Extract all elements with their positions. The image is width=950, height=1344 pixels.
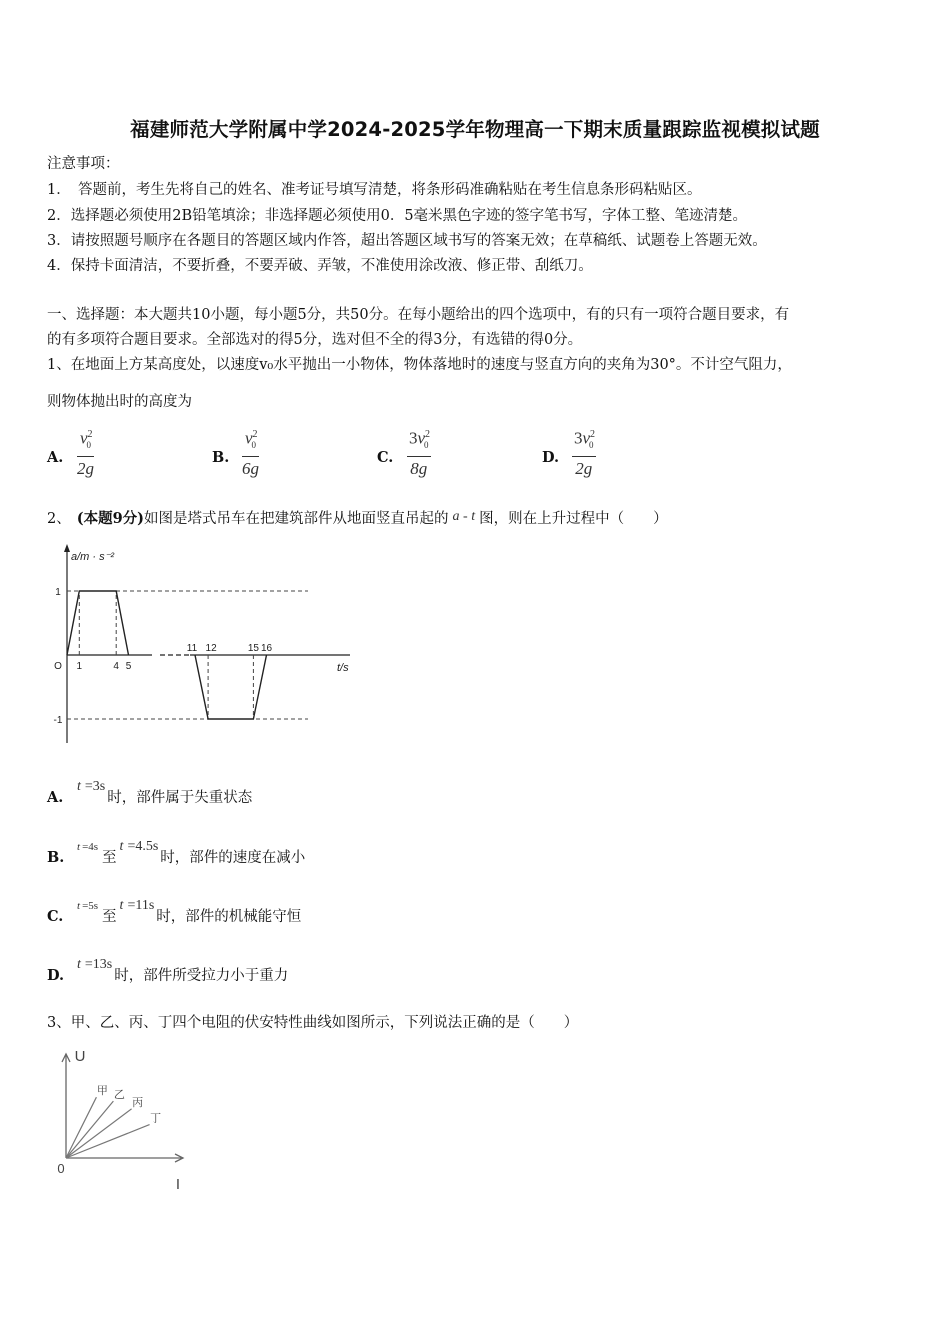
i-axis-label: I: [175, 1176, 181, 1193]
q1-option-b-fraction: [242, 424, 259, 481]
q1-option-d-fraction: [572, 424, 596, 481]
option-text: 时，部件的速度在减小: [160, 850, 306, 866]
option-math-1: [77, 841, 98, 853]
option-math-1: [77, 957, 112, 972]
math-value: =4.5s: [127, 839, 159, 854]
series-bing: [66, 1109, 132, 1158]
option-math-1: [77, 779, 105, 794]
numerator-exp: 2: [87, 429, 93, 440]
numerator-exp: 2: [590, 429, 596, 440]
q1-option-c-label[interactable]: C.: [377, 449, 394, 466]
x-tick-11: 11: [186, 643, 198, 654]
fraction-numerator: [407, 424, 431, 457]
math-var: t: [77, 957, 81, 972]
option-math-2: [120, 898, 155, 913]
y-tick-neg1: -1: [53, 715, 63, 726]
option-label: D.: [47, 967, 65, 984]
numerator-sub: 0: [424, 440, 429, 451]
fraction-numerator: [77, 424, 94, 457]
fraction-numerator: [572, 424, 596, 457]
origin-label: 0: [57, 1161, 65, 1176]
origin-label: O: [54, 661, 62, 672]
series-label-jia: 甲: [96, 1085, 108, 1098]
x-tick-1: 1: [76, 661, 83, 672]
math-var: t: [77, 900, 81, 912]
q2-option-c[interactable]: [47, 898, 302, 926]
option-label: A.: [47, 789, 64, 806]
q2-stem: [47, 507, 668, 528]
x-tick-12: 12: [205, 643, 217, 654]
math-var: t: [77, 841, 81, 853]
fraction-numerator: [242, 424, 259, 457]
option-label: B.: [47, 849, 65, 866]
fraction-denominator: 6g: [242, 459, 259, 479]
series-label-ding: 丁: [150, 1112, 162, 1125]
fraction-denominator: 2g: [77, 459, 94, 479]
numerator-sub: 0: [251, 440, 257, 451]
page-title: 福建师范大学附属中学2024-2025学年物理高一下期末质量跟踪监视模拟试题: [130, 118, 820, 141]
q1-option-d-label[interactable]: D.: [542, 449, 560, 466]
q1-stem-line2: 则物体抛出时的高度为: [47, 394, 192, 410]
notice-item-1: 1． 答题前，考生先将自己的姓名、准考证号填写清楚，将条形码准确粘贴在考生信息条形码粘贴区。: [47, 182, 702, 198]
math-value: =3s: [84, 779, 106, 794]
math-value: =5s: [82, 900, 99, 912]
q1-option-c-fraction: [407, 424, 431, 481]
option-connector: 至: [102, 909, 117, 925]
u-axis-label: U: [74, 1048, 86, 1065]
section-intro-line2: 的有多项符合题目要求。全部选对的得5分，选对但不全的得3分，有选错的得0分。: [47, 332, 583, 348]
numerator-coef: 3: [574, 428, 583, 448]
math-value: =13s: [84, 957, 113, 972]
numerator-v: v: [582, 428, 591, 448]
x-tick-16: 16: [260, 643, 273, 654]
option-label: C.: [47, 908, 64, 925]
numerator-sub: 0: [86, 440, 92, 451]
series-ding: [66, 1125, 150, 1158]
q2-at-chart: [40, 538, 360, 748]
q2-option-d[interactable]: [47, 957, 289, 985]
x-tick-15: 15: [247, 643, 259, 654]
math-var: t: [119, 839, 124, 854]
q2-text-b: 图，则在上升过程中（ ）: [479, 511, 668, 527]
at-chart-marks: [54, 544, 350, 743]
q1-stem-line1: 1、在地面上方某高度处，以速度v₀水平抛出一小物体，物体落地时的速度与竖直方向的夹角为30°。不计空气阻力，: [47, 357, 792, 373]
q2-text-a: 如图是塔式吊车在把建筑部件从地面竖直吊起的: [144, 511, 449, 527]
numerator-v: v: [417, 428, 426, 448]
x-tick-5: 5: [125, 661, 132, 672]
q2-score: (本题9分): [76, 510, 145, 527]
notice-item-4: 4．保持卡面清洁，不要折叠，不要弄破、弄皱，不准使用涂改液、修正带、刮纸刀。: [47, 258, 593, 274]
option-connector: 至: [102, 850, 117, 866]
q1-option-a-fraction: [77, 424, 94, 481]
q1-option-a-label[interactable]: A.: [47, 449, 64, 466]
notice-item-3: 3．请按照题号顺序在各题目的答题区域内作答，超出答题区域书写的答案无效；在草稿纸、试题卷上答题无效。: [47, 233, 767, 249]
notice-item-2: 2．选择题必须使用2B铅笔填涂；非选择题必须使用0．5毫米黑色字迹的签字笔书写，字体工整、笔迹清楚。: [47, 208, 748, 224]
series-accel-phase: [67, 591, 129, 655]
notice-heading: 注意事项：: [47, 156, 120, 172]
option-text: 时，部件所受拉力小于重力: [114, 968, 289, 984]
x-tick-4: 4: [113, 661, 119, 672]
ui-chart-marks: [57, 1048, 183, 1193]
math-var: t: [119, 898, 124, 913]
q2-number: 2、: [47, 511, 71, 527]
numerator-exp: 2: [252, 429, 258, 440]
series-label-yi: 乙: [113, 1089, 125, 1102]
math-value: =11s: [127, 898, 155, 913]
q3-ui-chart: [48, 1045, 193, 1195]
q2-option-b[interactable]: [47, 839, 306, 867]
option-math-1: [77, 900, 98, 912]
numerator-coef: 3: [409, 428, 418, 448]
y-axis-label: a/m · s⁻²: [71, 551, 115, 563]
y-axis-arrow: [64, 544, 70, 552]
numerator-v: v: [79, 428, 88, 448]
series-label-bing: 丙: [132, 1096, 144, 1109]
math-value: =4s: [82, 841, 99, 853]
numerator-exp: 2: [425, 429, 431, 440]
math-var: t: [77, 779, 81, 794]
numerator-sub: 0: [589, 440, 594, 451]
q2-math-at: a - t: [452, 509, 476, 524]
fraction-denominator: 8g: [410, 459, 428, 479]
numerator-v: v: [244, 428, 253, 448]
q2-option-a[interactable]: [47, 779, 253, 807]
fraction-denominator: 2g: [575, 459, 593, 479]
option-text: 时，部件的机械能守恒: [156, 909, 302, 925]
section-intro-line1: 一、选择题：本大题共10小题，每小题5分，共50分。在每小题给出的四个选项中，有的只有一项符合题目要求，有: [47, 307, 790, 323]
x-axis-label: t/s: [337, 662, 349, 674]
q1-option-b-label[interactable]: B.: [212, 449, 230, 466]
y-tick-1: 1: [55, 587, 61, 598]
series-decel-phase: [195, 655, 267, 719]
option-math-2: [120, 839, 159, 854]
q3-stem: 3、甲、乙、丙、丁四个电阻的伏安特性曲线如图所示，下列说法正确的是（ ）: [47, 1015, 579, 1031]
option-text: 时，部件属于失重状态: [107, 790, 253, 806]
